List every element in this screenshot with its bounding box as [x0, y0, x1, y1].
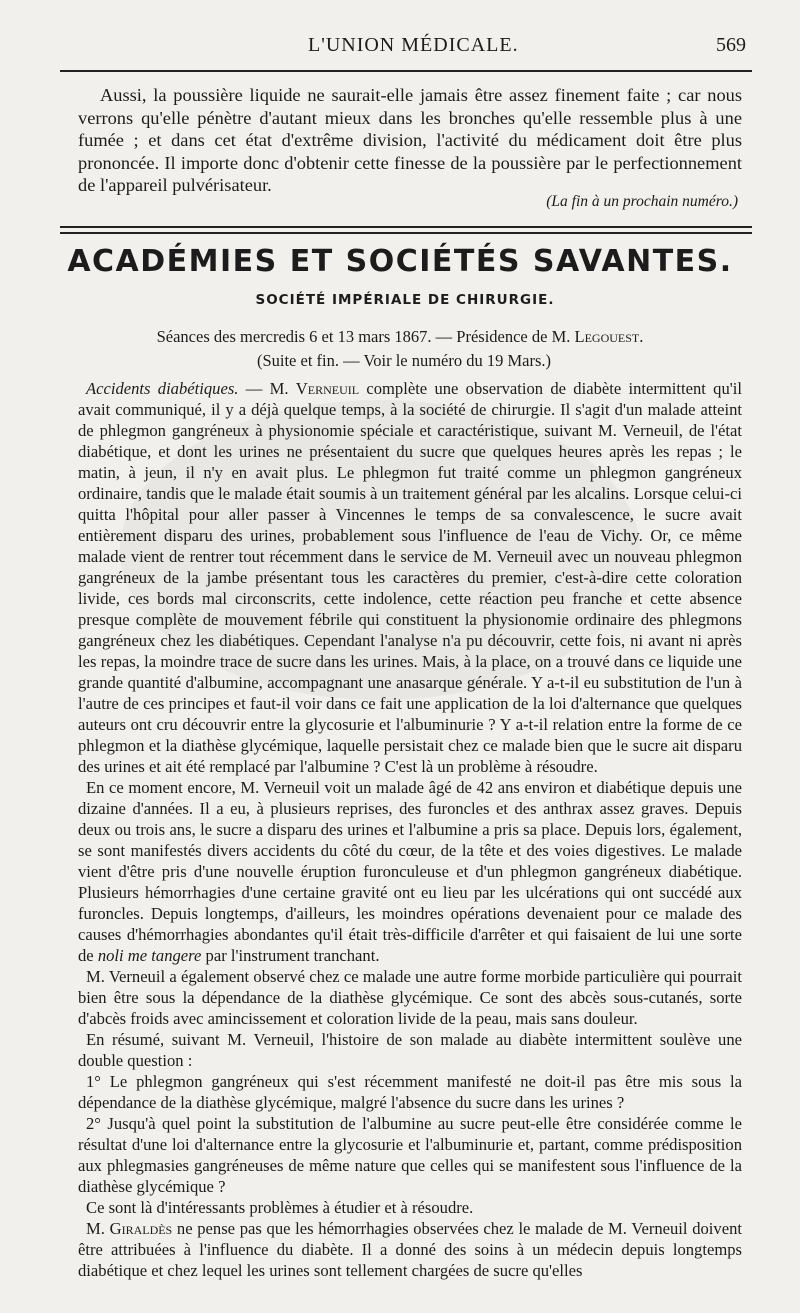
sessions-president: Legouest.: [574, 327, 644, 346]
article-paragraph-6: 2° Jusqu'à quel point la substitution de l'albumine au sucre peut-elle être considérée comme le résultat d'une loi d'alternance entre la glycosurie et l'albuminurie et, partant, comme prédisposition aux phlegmasies gangréneuses de même nature que celles qui se manifestent sous l'influence de la diathèse glycémique ?: [78, 1114, 742, 1196]
article-paragraph-7: Ce sont là d'intéressants problèmes à étudier et à résoudre.: [86, 1198, 474, 1217]
article-paragraph-4: En résumé, suivant M. Verneuil, l'histoire de son malade au diabète intermittent soulève une double question :: [78, 1030, 742, 1070]
article-paragraph-3: M. Verneuil a également observé chez ce malade une autre forme morbide particulière qui pourrait bien être sous la dépendance de la diathèse glycémique. Ce sont des abcès sous-cutanés, sorte d'abcès froids avec amincissement et coloration livide de la peau, mais sans douleur.: [78, 967, 742, 1028]
intro-paragraph: [78, 84, 742, 197]
running-title: L'UNION MÉDICALE.: [308, 34, 519, 56]
article-paragraph-5: 1° Le phlegmon gangréneux qui s'est récemment manifesté ne doit-il pas être mis sous la dépendance de la diathèse glycémique, malgré l'absence du sucre dans les urines ?: [78, 1072, 742, 1112]
speaker-name: Verneuil: [295, 379, 360, 398]
section-title: ACADÉMIES ET SOCIÉTÉS SAVANTES.: [67, 244, 733, 279]
sessions-line: [0, 327, 800, 347]
sessions-line-start: Séances des mercredis 6 et 13 mars 1867. — Présidence de M.: [156, 327, 571, 346]
paragraph-lead: Accidents diabétiques.: [86, 379, 239, 398]
article-paragraph-8: [78, 1218, 742, 1281]
article-paragraph-1: [78, 378, 742, 777]
paragraph-text: complète une observation de diabète intermittent qu'il avait communiqué, il y a déjà quelque temps, à la société de chirurgie. Il s'agit d'un malade atteint de phlegmon gangréneux à physionomie spéciale et caractéristique, suivant M. Verneuil, de l'état diabétique, et dont les urines ne présentaient du sucre que quelques heures après les repas ; le matin, à jeun, il n'y en avait plus. Le phlegmon fut traité comme un phlegmon gangréneux ordinaire, tandis que le malade était soumis à un traitement général par les alcalins. Lorsque celui-ci quitta l'hôpital pour aller passer à Vincennes le temps de sa convalescence, le sucre avait entièrement disparu des urines, probablement sous l'influence de l'eau de Vichy. Or, ce même malade vient de rentrer tout récemment dans le service de M. Verneuil avec un nouveau phlegmon gangréneux de la jambe présentant tous les caractères du premier, c'est-à-dire cette coloration livide, ces bords mal circonscrits, cette indolence, cette réaction peu franche et cette absence presque complète de mouvement fébrile qui constituent la physionomie ordinaire des phlegmons gangréneux chez les diabétiques. Cependant l'analyse n'a pu découvrir, cette fois, ni avant ni après les repas, la moindre trace de sucre dans les urines. Mais, à la place, on a trouvé dans ce liquide une grande quantité d'albumine, accompagnant une anasarque générale. Y a-t-il eu substitution de l'un à l'autre de ces principes et faut-il voir dans ce fait une application de la loi d'alternance que quelques auteurs ont cru découvrir entre la glycosurie et l'albuminurie ? Y a-t-il relation entre la forme de ce phlegmon et la diathèse glycémique, laquelle persistait chez ce malade bien que le sucre ait disparu des urines et ait été remplacé par l'albumine ? C'est là un problème à résoudre.: [78, 379, 742, 776]
page-header: [60, 34, 750, 64]
article-body: [78, 378, 742, 1281]
intro-text: Aussi, la poussière liquide ne saurait-elle jamais être assez finement faite ; car nous verrons qu'elle pénètre d'autant mieux dans les bronches qu'elle ressemble plus à une fumée ; et dans cet état d'extrême division, l'activité du médicament doit être plus prononcée. Il importe donc d'obtenir cette finesse de la poussière par le perfectionnement de l'appareil pulvérisateur.: [78, 85, 742, 195]
page-number: 569: [716, 34, 746, 56]
latin-phrase: noli me tangere: [97, 946, 202, 965]
paragraph-end: par l'instrument tranchant.: [205, 946, 380, 965]
signoff-note: (La fin à un prochain numéro.): [546, 193, 738, 210]
paragraph-text: En ce moment encore, M. Verneuil voit un malade âgé de 42 ans environ et diabétique depuis une dizaine d'années. Il a eu, à plusieurs reprises, des furoncles et des anthrax assez graves. Depuis deux ou trois ans, le sucre a disparu des urines et l'albumine a pris sa place. Depuis lors, également, se sont manifestés divers accidents du côté du cœur, de la tête et des voies digestives. Le malade vient d'être pris d'une nouvelle éruption furonculeuse et d'un phlegmon gangréneux diabétique. Plusieurs hémorrhagies d'une certaine gravité ont eu lieu par les ulcérations qui ont succédé aux furoncles. Depuis longtemps, d'ailleurs, les moindres opérations devenaient pour ce malade des causes d'hémorrhagies abondantes qu'il était très-difficile d'arrêter et qui faisaient de lui une sorte de: [78, 778, 742, 965]
speaker-name: M. Giraldès: [86, 1219, 173, 1238]
sequel-note: (Suite et fin. — Voir le numéro du 19 Mars.): [256, 351, 552, 370]
paragraph-dash: — M.: [238, 379, 296, 398]
article-paragraph-2: [78, 777, 742, 966]
header-rule: [60, 70, 752, 72]
paragraph-text: ne pense pas que les hémorrhagies observées chez le malade de M. Verneuil doivent être attribuées à l'influence du diabète. Il a donné des soins à un médecin depuis longtemps diabétique et chez lequel les urines sont tellement chargées de sucre qu'elles: [78, 1219, 742, 1280]
section-double-rule: [60, 226, 752, 234]
society-name: SOCIÉTÉ IMPÉRIALE DE CHIRURGIE.: [255, 292, 555, 308]
